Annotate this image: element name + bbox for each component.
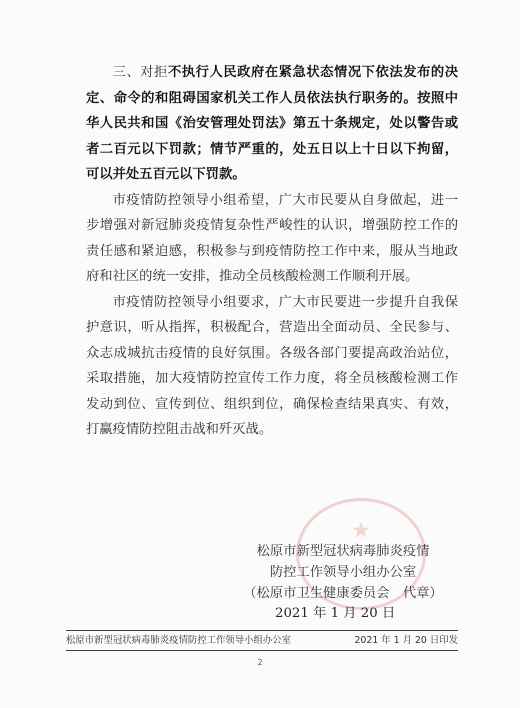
signature-block: [238, 541, 448, 604]
signature-date: 2021 年 1 月 20 日: [275, 606, 396, 621]
paragraph-requirement: 市疫情防控领导小组要求，广大市民要进一步提升自我保护意识，听从指挥，积极配合，营造出全面动员、全民参与、众志成城抗击疫情的良好氛围。各级各部门要提高政治站位，采取措施，加大疫情防控宣传工作力度，将全员核酸检测工作发动到位、宣传到位、组织到位，确保检查结果真实、有效，打赢疫情防控阻击战和歼灭战。: [86, 294, 458, 437]
paragraph-hope: 市疫情防控领导小组希望，广大市民要从自身做起，进一步增强对新冠肺炎疫情复杂性严峻性的认识，增强防控工作的责任感和紧迫感，积极参与到疫情防控工作中来，服从当地政府和社区的统一安排，推动全员核酸检测工作顺利开展。: [86, 192, 458, 284]
signature-org-line1: 松原市新型冠状病毒肺炎疫情: [256, 544, 430, 559]
paragraph-item-three: [86, 60, 458, 188]
seal-star-icon: ★: [351, 518, 371, 544]
document-body: [86, 60, 458, 443]
item-three-bold-text: 不执行人民政府在紧急状态情况下依法发布的决定、命令的和阻碍国家机关工作人员依法执行职务的。按照中华人民共和国《治安管理处罚法》第五十条规定，处以警告或者二百元以下罚款；情节严重的，处五日以上十日以下拘留，可以并处五百元以下罚款。: [86, 65, 459, 182]
footer-divider-top: [66, 630, 458, 631]
signature-proxy-seal-note: （松原市卫生健康委员会 代章）: [243, 586, 443, 601]
footer-print-date: 2021 年 1 月 20 日印发: [354, 635, 458, 646]
item-three-lead: 三、对拒: [112, 65, 168, 80]
page-number: 2: [257, 658, 263, 667]
footer-issuer: 松原市新型冠状病毒肺炎疫情防控工作领导小组办公室: [66, 635, 292, 646]
footer-divider-bottom: [66, 650, 458, 651]
signature-org-line2: 防控工作领导小组办公室: [269, 565, 417, 580]
footer-issue-line: [66, 634, 458, 647]
